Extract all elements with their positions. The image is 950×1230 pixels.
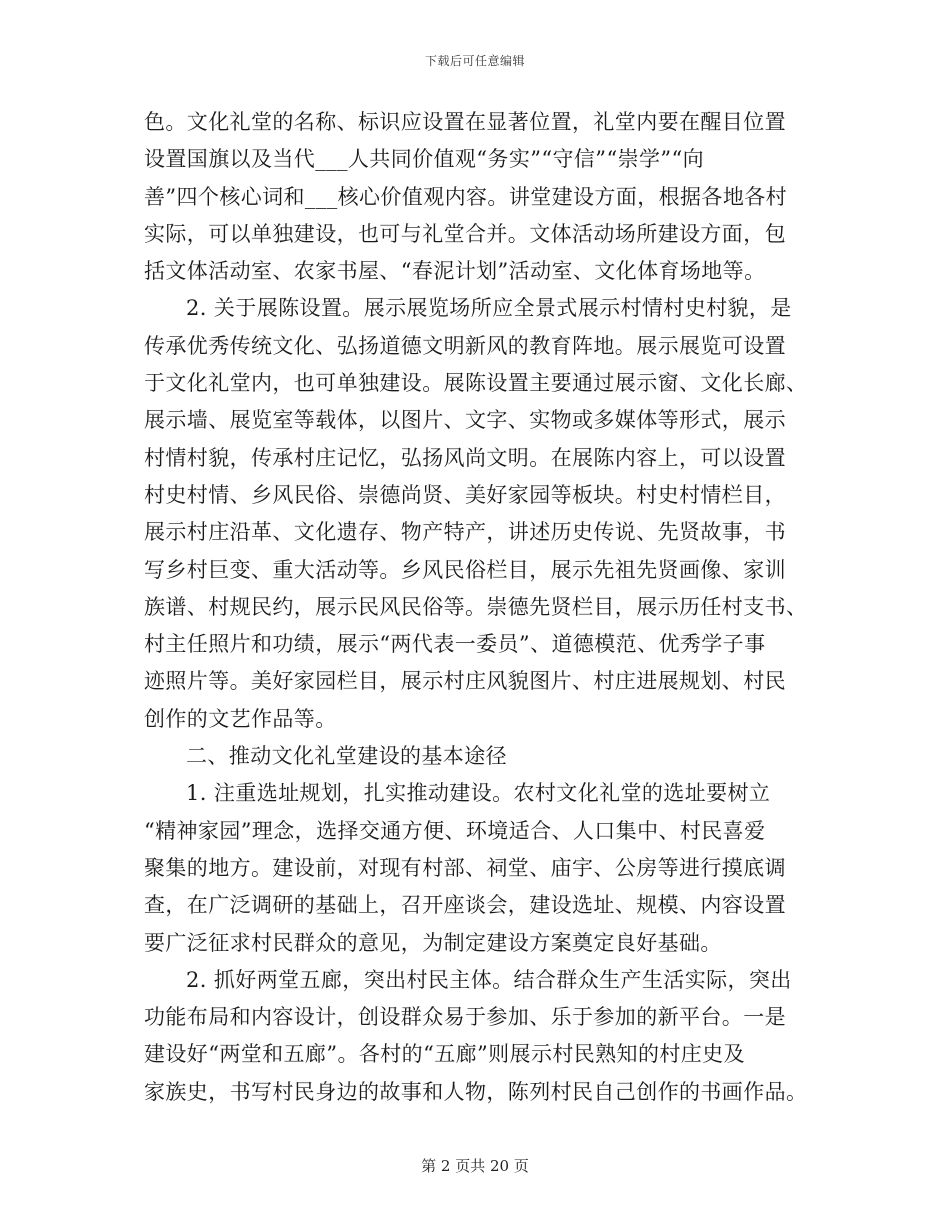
text-line: 于文化礼堂内，也可单独建设。展陈设置主要通过展示窗、文化长廊、 bbox=[144, 371, 808, 396]
text-line: 善”四个核心词和___核心价值观内容。讲堂建设方面，根据各地各村 bbox=[144, 184, 788, 209]
text-line: 迹照片等。美好家园栏目，展示村庄风貌图片、村庄进展规划、村民 bbox=[144, 669, 786, 694]
text-line: 要广泛征求村民群众的意见，为制定建设方案奠定良好基础。 bbox=[144, 930, 722, 955]
text-line: 家族史，书写村民身边的故事和人物，陈列村民自己创作的书画作品。 bbox=[144, 1079, 808, 1104]
page-footer: 第 2 页共 20 页 bbox=[421, 1157, 529, 1175]
text-line: 色。文化礼堂的名称、标识应设置在显著位置，礼堂内要在醒目位置 bbox=[144, 110, 786, 134]
text-line: 村史村情、乡风民俗、崇德尚贤、美好家园等板块。村史村情栏目， bbox=[144, 482, 786, 507]
text-line: 村情村貌，传承村庄记忆，弘扬风尚文明。在展陈内容上，可以设置 bbox=[144, 445, 786, 470]
text-line: “精神家园”理念，选择交通方便、环境适合、人口集中、村民喜爱 bbox=[144, 818, 766, 843]
text-line: 2. 关于展陈设置。展示展览场所应全景式展示村情村史村貌，是 bbox=[186, 296, 792, 321]
text-line: 设置国旗以及当代___人共同价值观“务实”“守信”“崇学”“向 bbox=[144, 147, 705, 172]
text-line: 二、推动文化礼堂建设的基本途径 bbox=[186, 744, 507, 769]
text-line: 展示村庄沿革、文化遗存、物产特产，讲述历史传说、先贤故事，书 bbox=[144, 520, 786, 545]
text-line: 2. 抓好两堂五廊，突出村民主体。结合群众生产生活实际，突出 bbox=[186, 967, 792, 992]
text-line: 村主任照片和功绩，展示“两代表一委员”、道德模范、优秀学子事 bbox=[144, 632, 766, 657]
text-line: 聚集的地方。建设前，对现有村部、祠堂、庙宇、公房等进行摸底调 bbox=[144, 855, 786, 880]
text-line: 括文体活动室、农家书屋、“春泥计划”活动室、文化体育场地等。 bbox=[144, 259, 766, 284]
text-line: 族谱、村规民约，展示民风民俗等。崇德先贤栏目，展示历任村支书、 bbox=[144, 594, 808, 619]
text-line: 建设好“两堂和五廊”。各村的“五廊”则展示村民熟知的村庄史及 bbox=[144, 1042, 745, 1067]
text-line: 实际，可以单独建设，也可与礼堂合并。文体活动场所建设方面，包 bbox=[144, 221, 786, 246]
text-line: 创作的文艺作品等。 bbox=[144, 706, 337, 731]
text-line: 查，在广泛调研的基础上，召开座谈会，建设选址、规模、内容设置 bbox=[144, 893, 786, 918]
page-header: 下载后可任意编辑 bbox=[424, 54, 525, 68]
text-line: 写乡村巨变、重大活动等。乡风民俗栏目，展示先祖先贤画像、家训 bbox=[144, 557, 786, 582]
text-line: 功能布局和内容设计，创设群众易于参加、乐于参加的新平台。一是 bbox=[144, 1005, 786, 1030]
text-line: 传承优秀传统文化、弘扬道德文明新风的教育阵地。展示展览可设置 bbox=[144, 333, 786, 358]
text-line: 1. 注重选址规划，扎实推动建设。农村文化礼堂的选址要树立 bbox=[186, 781, 771, 806]
body-text bbox=[144, 104, 806, 1111]
text-line: 展示墙、展览室等载体，以图片、文字、实物或多媒体等形式，展示 bbox=[144, 408, 786, 433]
